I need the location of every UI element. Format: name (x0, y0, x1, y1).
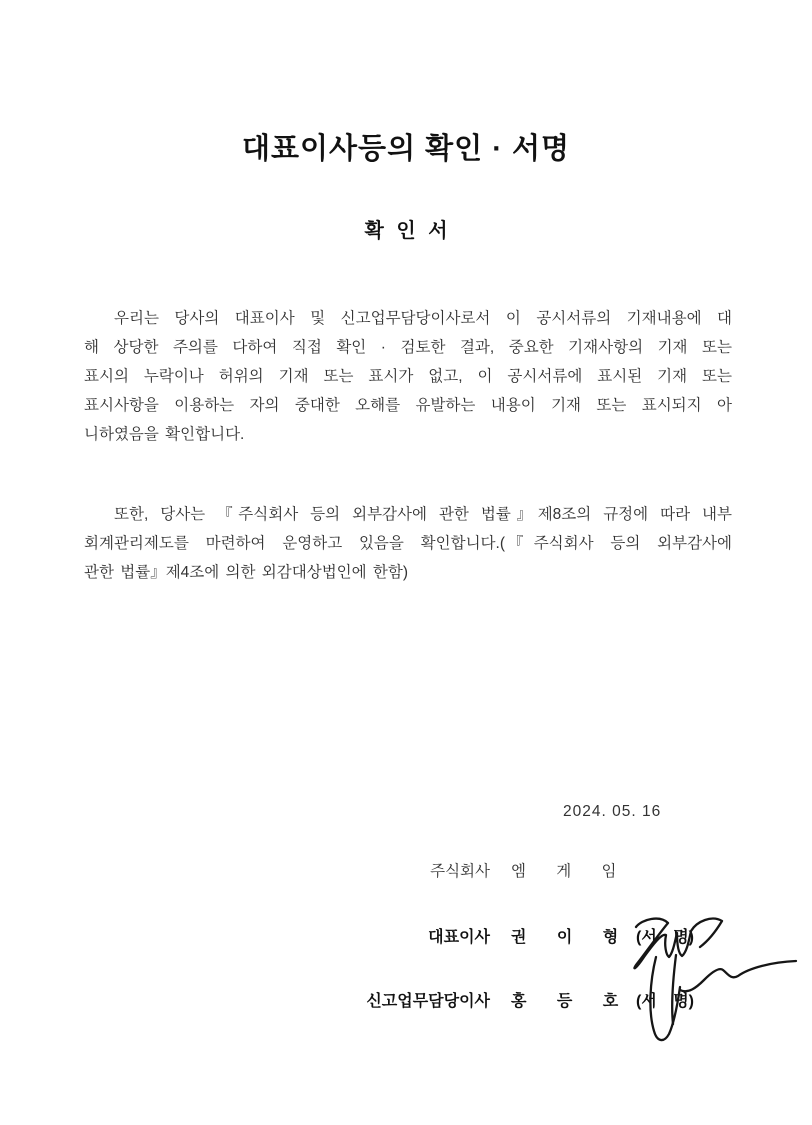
paragraph-line: 표시사항을 이용하는 자의 중대한 오해를 유발하는 내용이 기재 또는 표시되지 아 (84, 397, 732, 414)
paragraph-line: 해 상당한 주의를 다하여 직접 확인 · 검토한 결과, 중요한 기재사항의 기재 또는 (84, 339, 732, 356)
signer-row-reporting-officer (0, 988, 812, 1012)
body-paragraph-1 (84, 304, 732, 449)
paragraph-line: 회계관리제도를 마련하여 운영하고 있음을 확인합니다.(『주식회사 등의 외부감사에 (84, 535, 732, 552)
paragraph-line: 우리는 당사의 대표이사 및 신고업무담당이사로서 이 공시서류의 기재내용에 대 (114, 310, 732, 327)
signer-row-ceo (0, 924, 812, 948)
handwritten-signature-scribble (612, 893, 812, 1073)
company-name-row (0, 859, 812, 883)
company-name: 엠 게 임 (511, 863, 617, 880)
body-paragraph-2 (84, 500, 732, 587)
company-type-label: 주식회사 (430, 863, 490, 880)
signer-role: 신고업무담당이사 (366, 993, 490, 1010)
signature-stroke-tail (680, 961, 796, 991)
signer-role: 대표이사 (428, 929, 490, 946)
paragraph-line: 관한 법률』제4조에 의한 외감대상법인에 한함) (84, 564, 409, 581)
document-date: 2024. 05. 16 (563, 803, 662, 820)
document-title: 대표이사등의 확인 · 서명 (242, 133, 570, 165)
signature-label: (서 명) (636, 929, 695, 946)
signer-name: 권 이 형 (511, 929, 619, 946)
paragraph-line: 또한, 당사는 『주식회사 등의 외부감사에 관한 법률』제8조의 규정에 따라 내부 (114, 506, 732, 523)
paragraph-line: 표시의 누락이나 허위의 기재 또는 표시가 없고, 이 공시서류에 표시된 기재 또는 (84, 368, 732, 385)
signature-label: (서 명) (636, 993, 695, 1010)
confirmation-heading: 확 인 서 (364, 220, 448, 242)
signer-name: 홍 등 호 (511, 993, 619, 1010)
paragraph-line: 니하였음을 확인합니다. (84, 426, 245, 443)
